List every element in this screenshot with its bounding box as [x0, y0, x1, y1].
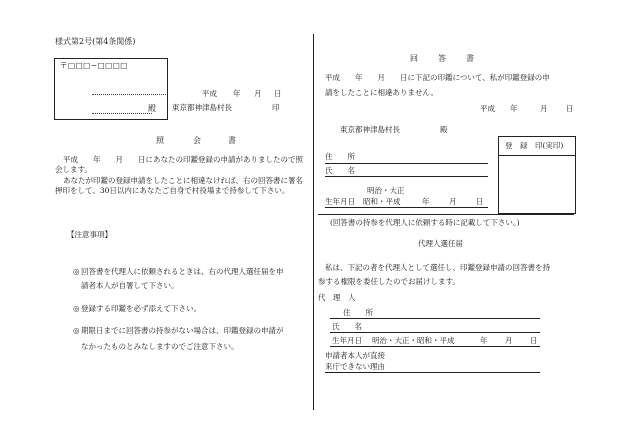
proxy-statement-line-1: 私は、下記の者を代理人として選任し、印鑑登録申請の回答書を持 [325, 263, 550, 272]
proxy-address-underline [330, 318, 540, 319]
postal-mark: 〒□□□−□□□□ [60, 61, 128, 70]
notes-heading: 【注意事項】 [67, 230, 112, 239]
left-title-char-1: 照 [156, 136, 164, 145]
proxy-birth-underline [330, 346, 540, 347]
answer-line-1: 平成 年 月 日に下記の印鑑について、私が印鑑登録の申 [325, 73, 550, 82]
name-label: 氏 名 [325, 166, 355, 175]
right-title-char-2: 答 [438, 54, 446, 63]
proxy-section-label: 代 理 人 [318, 293, 356, 302]
address-label: 住 所 [325, 152, 355, 161]
form-label: 様式第2号(第4条関係) [55, 37, 136, 46]
left-title-char-3: 書 [228, 136, 236, 145]
seal-box-label: 登 録 印(実印) [505, 141, 564, 150]
right-date-month: 月 [540, 104, 548, 113]
seal-box-divider [498, 155, 575, 156]
proxy-title: 代理人選任届 [418, 239, 463, 248]
sender-seal: 印 [272, 103, 280, 112]
left-date-era: 平成 [202, 89, 217, 98]
note-1-line-2: 請者本人が自署して下さい。 [81, 281, 179, 290]
proxy-birth-day: 日 [530, 336, 538, 345]
recipient-name: 東京都神津島村長 [340, 125, 400, 134]
name-underline [325, 176, 488, 177]
left-date-month: 月 [254, 89, 262, 98]
note-2-line-1: 登録する印鑑を必ず添えて下さい。 [81, 304, 201, 313]
right-title-char-1: 回 [410, 54, 418, 63]
birth-underline [325, 207, 488, 208]
proxy-name-underline [330, 332, 540, 333]
right-date-year: 年 [510, 104, 518, 113]
birth-year: 年 [422, 197, 430, 206]
proxy-birth-month: 月 [505, 336, 513, 345]
birth-eras-top: 明治・大正 [367, 186, 405, 195]
proxy-address-label: 住 所 [343, 308, 373, 317]
proxy-birth-year: 年 [480, 336, 488, 345]
address-dotted-line [92, 94, 166, 95]
birth-eras-bottom: 昭和・平成 [363, 197, 401, 206]
sender-name: 東京都神津島村長 [172, 103, 232, 112]
answer-line-2: 請をしたことに相違ありません。 [325, 88, 438, 97]
proxy-note: (回答書の持参を代理人に依頼する時に記載して下さい。) [330, 218, 520, 227]
addressee-suffix: 殿 [148, 104, 156, 113]
address-underline [325, 163, 488, 164]
note-1-line-1: 回答書を代理人に依頼されるときは、右の代理人選任届を申 [81, 267, 284, 276]
left-date-day: 日 [274, 89, 282, 98]
proxy-birth-eras: 明治・大正・昭和・平成 [372, 336, 455, 345]
right-date-era: 平成 [480, 104, 495, 113]
recipient-suffix: 殿 [440, 125, 448, 134]
birth-label: 生年月日 [325, 197, 355, 206]
right-date-day: 日 [566, 104, 574, 113]
left-title-char-2: 会 [193, 136, 201, 145]
left-date-year: 年 [233, 89, 241, 98]
left-body-paragraph-1: 平成 年 月 日にあなたの印鑑登録の申請がありましたので照会します。 [55, 155, 303, 174]
note-2-mark: ◎ [73, 304, 80, 313]
birth-month: 月 [449, 197, 457, 206]
section-separator [318, 214, 574, 215]
note-3-mark: ◎ [73, 326, 80, 335]
note-3-line-2: なかったものとみなしますのでご注意下さい。 [81, 342, 239, 351]
note-1-mark: ◎ [73, 267, 80, 276]
panel-divider [313, 34, 314, 410]
left-body-paragraph-2: あなたが印鑑の登録申請をしたことに相違なければ、右の回答書に署名押印をして、30日以内にあなたご自身で村役場まで持参して下さい。 [55, 176, 303, 195]
proxy-birth-label: 生年月日 [332, 336, 362, 345]
right-title-char-3: 書 [466, 54, 474, 63]
note-3-line-1: 期限日までに回答書の持参がない場合は、印鑑登録の申請が [81, 326, 284, 335]
addressee-dotted-line [92, 113, 152, 114]
applicant-reason-line-1: 申請者本人が直接 [325, 351, 385, 360]
applicant-reason-line-2: 来庁できない理由 [325, 362, 385, 371]
applicant-reason-underline [325, 372, 540, 373]
birth-day: 日 [476, 197, 484, 206]
proxy-name-label: 氏 名 [332, 322, 362, 331]
proxy-statement-line-2: 参する権限を委任したのでお届けします。 [318, 277, 460, 286]
